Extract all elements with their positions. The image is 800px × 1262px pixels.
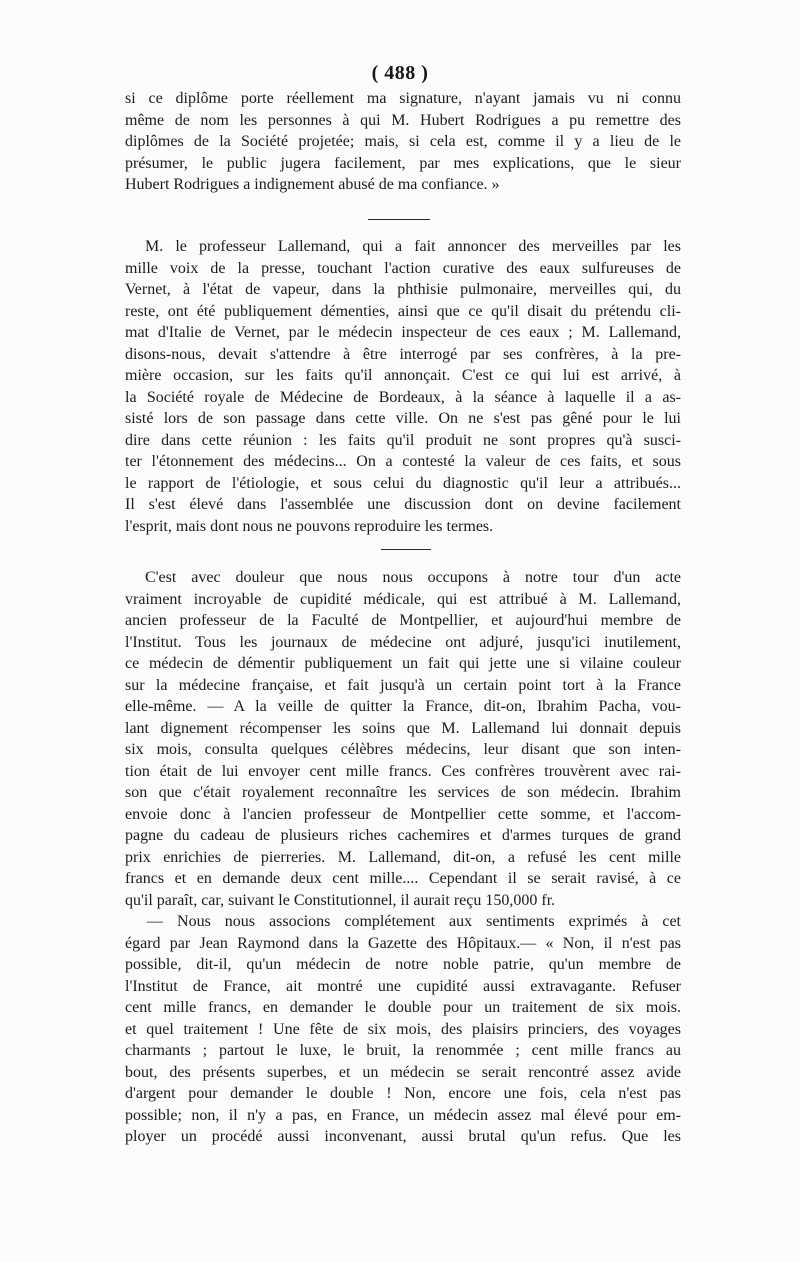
text-line: même de nom les personnes à qui M. Hubert Rodrigues a pu remettre des — [125, 111, 681, 129]
text-line: l'Institut. Tous les journaux de médecine ont adjuré, jusqu'ici inutilement, — [125, 633, 681, 651]
text-line: et quel traitement ! Une fête de six mois, des plaisirs princiers, des voyages — [125, 1020, 681, 1038]
text-line: l'esprit, mais dont nous ne pouvons reproduire les termes. — [125, 517, 494, 535]
text-line: son que c'était royalement reconnaître les services de son médecin. Ibrahim — [125, 784, 681, 801]
text-line: possible, dit-il, qu'un médecin de notre noble patrie, qu'un membre de — [125, 956, 681, 973]
text-line: M. le professeur Lallemand, qui a fait annoncer des merveilles par les — [145, 238, 681, 255]
text-line: qu'il paraît, car, suivant le Constitutionnel, il aurait reçu 150,000 fr. — [125, 891, 556, 909]
text-line: C'est avec douleur que nous nous occupons à notre tour d'un acte — [145, 569, 681, 586]
section-divider — [368, 219, 430, 220]
text-line: l'Institut de France, ait montré une cupidité aussi extravagante. Refuser — [125, 977, 681, 995]
text-line: vraiment incroyable de cupidité médicale, qui est attribué à M. Lallemand, — [125, 590, 681, 608]
text-line: disons-nous, devait s'attendre à être interrogé par ses confrères, à la pre- — [125, 345, 681, 363]
paragraph-1 — [125, 88, 681, 196]
text-line: bout, des présents superbes, et un médecin se serait rencontré assez avide — [125, 1063, 681, 1081]
text-line: mière occasion, sur les faits qu'il annonçait. C'est ce qui lui est arrivé, à — [125, 367, 681, 384]
text-line: charmants ; partout le luxe, le bruit, la renommée ; cent mille francs au — [125, 1042, 681, 1059]
text-line: pagne du cadeau de plusieurs riches cachemires et d'armes turques de grand — [125, 827, 681, 844]
text-line: lant dignement récompenser les soins que M. Lallemand lui donnait depuis — [125, 719, 681, 737]
text-line: diplômes de la Société projetée; mais, si cela est, comme il y a lieu de le — [125, 133, 681, 150]
text-line: égard par Jean Raymond dans la Gazette des Hôpitaux.— « Non, il n'est pas — [125, 934, 681, 952]
text-line: la Société royale de Médecine de Bordeaux, à la séance à laquelle il a as- — [125, 388, 681, 406]
paragraph-2 — [125, 236, 681, 537]
text-line: ter l'étonnement des médecins... On a contesté la valeur de ces faits, et sous — [125, 453, 681, 470]
page-number: ( 488 ) — [371, 62, 429, 84]
text-line: — Nous nous associons complétement aux sentiments exprimés à cet — [147, 913, 681, 930]
text-line: ce médecin de démentir publiquement un fait qui jette une si vilaine couleur — [125, 655, 681, 672]
text-line: prix enrichies de pierreries. M. Lallemand, dit-on, a refusé les cent mille — [125, 848, 681, 866]
text-line: d'argent pour demander le double ! Non, encore une fois, cela n'est pas — [125, 1085, 681, 1102]
text-line: cent mille francs, en demander le double pour un traitement de six mois. — [125, 999, 681, 1016]
text-line: présumer, le public jugera facilement, par mes explications, que le sieur — [125, 154, 681, 172]
text-line: possible; non, il n'y a pas, en France, un médecin assez mal élevé pour em- — [125, 1106, 681, 1124]
text-line: mille voix de la presse, touchant l'action curative des eaux sulfureuses de — [125, 259, 681, 277]
text-line: Il s'est élevé dans l'assemblée une discussion dont on devine facilement — [125, 496, 681, 513]
text-line: dire dans cette réunion : les faits qu'il produit ne sont propres qu'à susci- — [125, 431, 681, 449]
text-line: envoie donc à l'ancien professeur de Montpellier cette somme, et l'accom- — [125, 805, 681, 823]
text-line: Vernet, à l'état de vapeur, dans la phthisie pulmonaire, merveilles qui, du — [125, 281, 681, 298]
paragraph-3 — [125, 567, 681, 911]
text-line: sur la médecine française, et fait jusqu'à un certain point tort à la France — [125, 676, 681, 694]
text-line: ancien professeur de la Faculté de Montpellier, et aujourd'hui membre de — [125, 612, 681, 629]
text-line: reste, ont été publiquement démenties, ainsi que ce qu'il disait du prétendu cli- — [125, 302, 681, 320]
text-line: ployer un procédé aussi inconvenant, aussi brutal qu'un refus. Que les — [125, 1128, 681, 1145]
text-line: sisté lors de son passage dans cette ville. On ne s'est pas gêné pour le lui — [125, 410, 681, 427]
paragraph-4 — [125, 911, 681, 1148]
text-line: elle-même. — A la veille de quitter la France, dit-on, Ibrahim Pacha, vou- — [125, 698, 681, 715]
text-line: six mois, consulta quelques célèbres médecins, leur disant que son inten- — [125, 741, 681, 758]
text-line: le rapport de l'étiologie, et sous celui du diagnostic qu'il leur a attribués... — [125, 474, 681, 492]
text-line: francs et en demande deux cent mille.... Cependant il se serait ravisé, à ce — [125, 870, 681, 887]
section-divider — [381, 549, 431, 550]
text-line: mat d'Italie de Vernet, par le médecin inspecteur de ces eaux ; M. Lallemand, — [125, 324, 681, 341]
text-line: tion était de lui envoyer cent mille francs. Ces confrères trouvèrent avec rai- — [125, 762, 681, 780]
text-line: si ce diplôme porte réellement ma signature, n'ayant jamais vu ni connu — [125, 90, 681, 107]
text-line: Hubert Rodrigues a indignement abusé de ma confiance. » — [125, 176, 500, 193]
